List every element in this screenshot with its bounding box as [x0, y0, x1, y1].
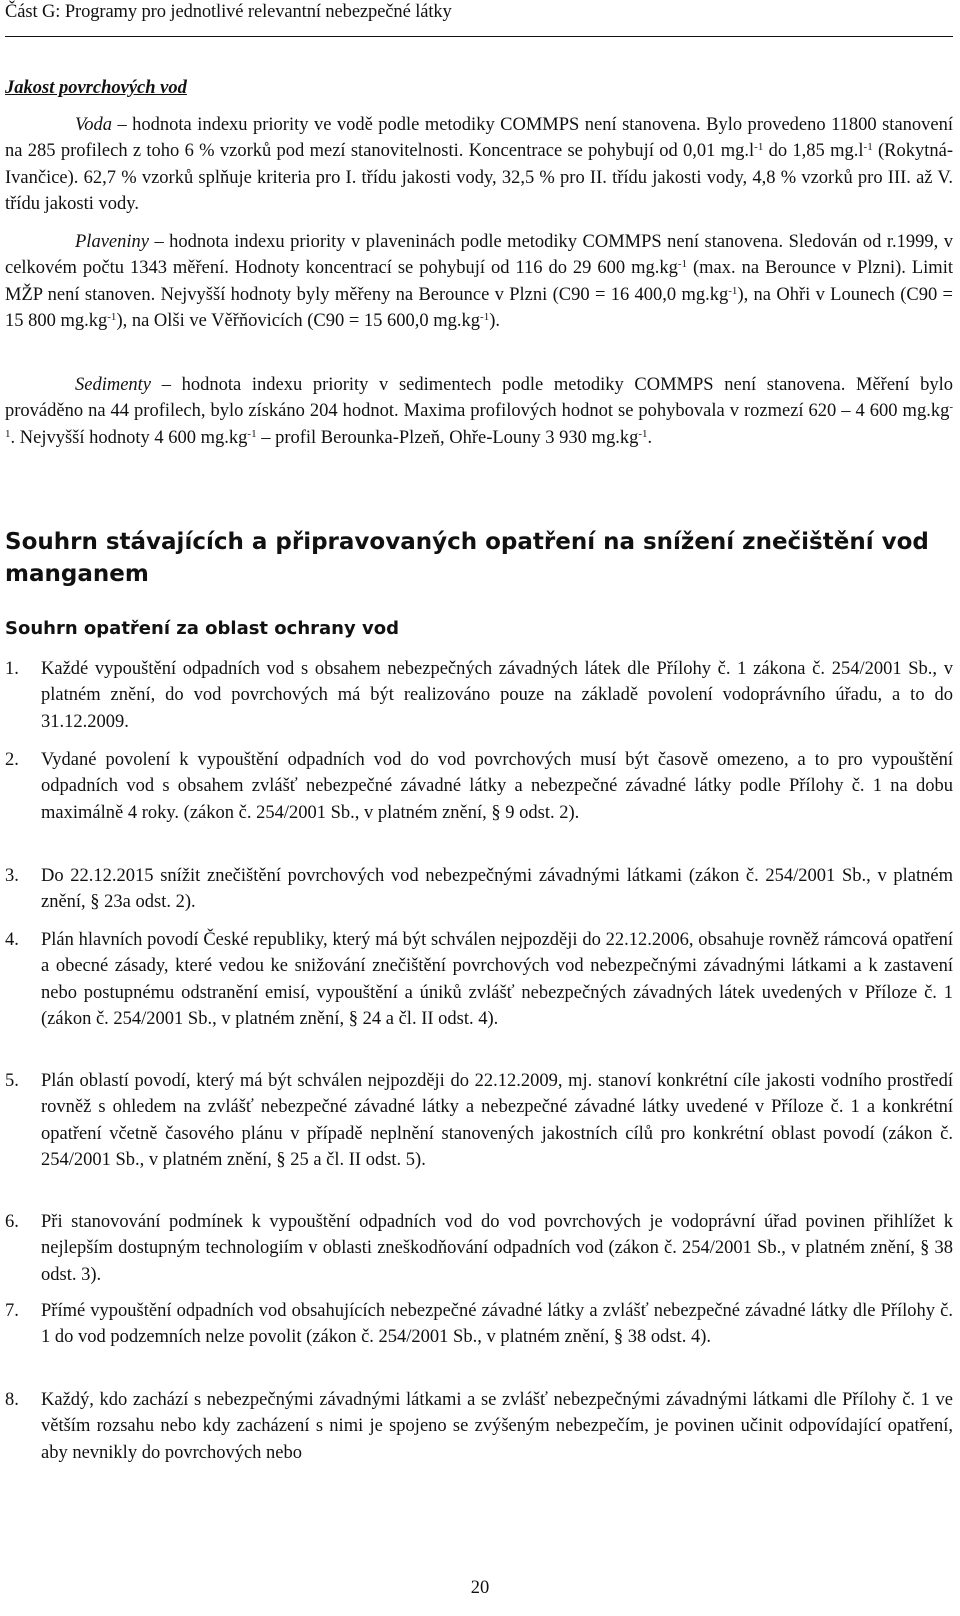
- label-plaveniny: Plaveniny: [75, 232, 149, 252]
- paragraph-voda: Voda – hodnota indexu priority ve vodě podle metodiky COMMPS není stanovena. Bylo provedeno 11800 stanovení na 285 profilech z toho 6 % vzorků pod mezí stanovitelnosti. Koncentrace se pohybují od 0,01 $mg.l^{-1}$ do 1,85 $mg.l^{-1}$ (Rokytná-Ivančice). 62,7 % vzorků splňuje kriteria pro I. třídu jakosti vody, 32,5 % pro II. třídu jakosti vody, 4,8 % vzorků pro III. až V. třídu jakosti vody.: [5, 115, 954, 215]
- list-number: 4.: [5, 930, 19, 950]
- list-item-1: [5, 656, 953, 735]
- list-number: 2.: [5, 750, 19, 770]
- list-item-5: [5, 1068, 953, 1174]
- paragraph-plaveniny: Plaveniny – hodnota indexu priority v plaveninách podle metodiky COMMPS není stanovena. Sledován od r.1999, v celkovém počtu 1343 měření. Hodnoty koncentrací se pohybují od 116 do 29 600 $mg.kg^{-1}$ (max. na Berounce v Plzni). Limit MŽP není stanoven. Nejvyšší hodnoty byly měřeny na Berounce v Plzni (C90 = 16 400,0 $mg.kg^{-1}$), na Ohři v Lounech (C90 = 15 800 $mg.kg^{-1}$), na Olši ve Věřňovicích (C90 = 15 600,0 $mg.kg^{-1}$).: [5, 232, 953, 332]
- list-text: Vydané povolení k vypouštění odpadních vod do vod povrchových musí být časově omezeno, a to pro vypouštění odpadních vod s obsahem zvlášť nebezpečné závadné látky a nebezpečné závadné látky podle Přílohy č. 1 na dobu maximálně 4 roky. (zákon č. 254/2001 Sb., v platném znění, § 9 odst. 2).: [41, 750, 953, 823]
- list-text: Při stanovování podmínek k vypouštění odpadních vod do vod povrchových je vodoprávní úřad povinen přihlížet k nejlepším dostupným technologiím v oblasti zneškodňování odpadních vod (zákon č. 254/2001 Sb., v platném znění, § 38 odst. 3).: [41, 1212, 953, 1285]
- label-voda: Voda: [75, 115, 112, 135]
- paragraph-sedimenty: Sedimenty – hodnota indexu priority v sedimentech podle metodiky COMMPS není stanovena. Měření bylo prováděno na 44 profilech, bylo získáno 204 hodnot. Maxima profilových hodnot se pohybovala v rozmezí 620 – 4 600 $mg.kg^{-1}$. Nejvyšší hodnoty 4 600 $mg.kg^{-1}$ – profil Berounka-Plzeň, Ohře-Louny 3 930 $mg.kg^{-1}$.: [5, 375, 953, 448]
- header-rule: [5, 36, 953, 37]
- list-number: 3.: [5, 866, 19, 886]
- list-text: Přímé vypouštění odpadních vod obsahujících nebezpečné závadné látky a zvlášť nebezpečné závadné látky dle Přílohy č. 1 do vod podzemních nelze povolit (zákon č. 254/2001 Sb., v platném znění, § 38 odst. 4).: [41, 1301, 953, 1348]
- label-sedimenty: Sedimenty: [75, 375, 152, 395]
- summary-subheading: Souhrn opatření za oblast ochrany vod: [5, 618, 399, 639]
- summary-heading: Souhrn stávajících a připravovaných opatření na snížení znečištění vod manganem: [5, 529, 929, 587]
- list-text: Do 22.12.2015 snížit znečištění povrchových vod nebezpečnými závadnými látkami (zákon č. 254/2001 Sb., v platném znění, § 23a odst. 2).: [41, 866, 953, 913]
- list-item-2: [5, 747, 953, 826]
- list-number: 8.: [5, 1390, 19, 1410]
- list-text: Plán oblastí povodí, který má být schválen nejpozději do 22.12.2009, mj. stanoví konkrétní cíle jakosti vodního prostředí rovněž s ohledem na zvlášť nebezpečné závadné látky a nebezpečné závadné látky uvedené v Příloze č. 1 a konkrétní opatření včetně časového plánu v případě neplnění stanovených jakostních cílů pro konkrétní oblast povodí (zákon č. 254/2001 Sb., v platném znění, § 25 a čl. II odst. 5).: [41, 1071, 953, 1171]
- list-number: 5.: [5, 1071, 19, 1091]
- list-text: Každé vypouštění odpadních vod s obsahem nebezpečných závadných látek dle Přílohy č. 1 zákona č. 254/2001 Sb., v platném znění, do vod povrchových má být realizováno pouze na základě povolení vodoprávního úřadu, a to do 31.12.2009.: [41, 659, 953, 732]
- list-text: Plán hlavních povodí České republiky, který má být schválen nejpozději do 22.12.2006, obsahuje rovněž rámcová opatření a obecné zásady, které vedou ke snižování znečištění povrchových vod nebezpečnými závadnými látkami a k zastavení nebo postupnému odstranění emisí, vypouštění a úniků zvlášť nebezpečných závadných látek uvedených v Příloze č. 1 (zákon č. 254/2001 Sb., v platném znění, § 24 a čl. II odst. 4).: [41, 930, 953, 1030]
- list-item-7: [5, 1298, 953, 1351]
- page-number: 20: [470, 1578, 490, 1598]
- list-text: Každý, kdo zachází s nebezpečnými závadnými látkami a se zvlášť nebezpečnými závadnými látkami dle Přílohy č. 1 ve větším rozsahu nebo kdy zacházení s nimi je spojeno se zvýšeným nebezpečím, je povinen učinit odpovídající opatření, aby nevnikly do povrchových nebo: [41, 1390, 953, 1463]
- running-header: Část G: Programy pro jednotlivé relevantní nebezpečné látky: [5, 2, 452, 22]
- section-heading: Jakost povrchových vod: [5, 78, 187, 98]
- list-item-6: [5, 1209, 953, 1288]
- list-item-8: [5, 1387, 953, 1466]
- list-item-3: [5, 863, 953, 916]
- list-number: 6.: [5, 1212, 19, 1232]
- list-number: 1.: [5, 659, 19, 679]
- list-number: 7.: [5, 1301, 19, 1321]
- list-item-4: [5, 927, 953, 1033]
